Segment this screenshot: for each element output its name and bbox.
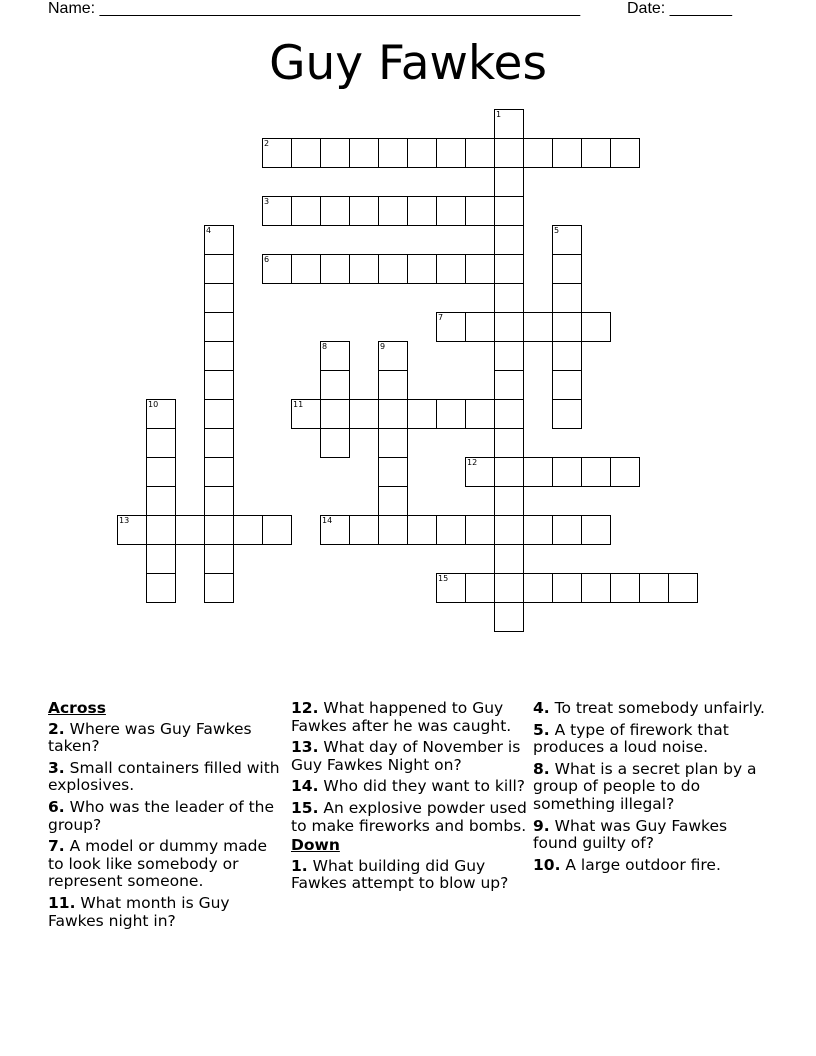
grid-cell[interactable]	[552, 573, 582, 603]
grid-cell[interactable]	[465, 254, 495, 284]
cell-number: 11	[293, 400, 304, 409]
clue-down-10	[533, 857, 769, 875]
grid-cell[interactable]	[204, 457, 234, 487]
grid-cell[interactable]	[494, 109, 524, 139]
grid-cell[interactable]	[494, 225, 524, 255]
grid-cell[interactable]	[233, 515, 263, 545]
grid-cell[interactable]	[494, 370, 524, 400]
grid-cell[interactable]	[204, 515, 234, 545]
clue-number: 11.	[48, 893, 76, 912]
clue-number: 14.	[291, 777, 319, 796]
clue-text: Who did they want to kill?	[323, 777, 526, 796]
clue-text: What happened to Guy Fawkes after he was caught.	[291, 699, 512, 735]
grid-cell[interactable]	[291, 399, 321, 429]
grid-cell[interactable]	[262, 254, 292, 284]
clue-number: 9.	[533, 816, 550, 835]
grid-cell[interactable]	[552, 283, 582, 313]
grid-cell[interactable]	[552, 254, 582, 284]
clue-number: 12.	[291, 699, 319, 717]
clue-text: What was Guy Fawkes found guilty of?	[533, 816, 728, 853]
grid-cell[interactable]	[668, 573, 698, 603]
grid-cell[interactable]	[581, 312, 611, 342]
grid-cell[interactable]	[494, 544, 524, 574]
grid-cell[interactable]	[494, 602, 524, 632]
grid-cell[interactable]	[436, 138, 466, 168]
clue-across-6	[48, 799, 284, 834]
cell-number: 15	[438, 574, 449, 583]
grid-cell[interactable]	[436, 254, 466, 284]
cell-number: 3	[264, 197, 270, 206]
grid-cell[interactable]	[581, 573, 611, 603]
grid-cell[interactable]	[262, 515, 292, 545]
grid-cell[interactable]	[204, 341, 234, 371]
grid-cell[interactable]	[117, 515, 147, 545]
clue-number: 8.	[533, 759, 550, 778]
cell-number: 2	[264, 139, 270, 148]
grid-cell[interactable]	[436, 399, 466, 429]
clue-number: 1.	[291, 856, 308, 875]
cell-number: 14	[322, 516, 333, 525]
grid-cell[interactable]	[436, 312, 466, 342]
across-heading: Across	[48, 699, 106, 717]
grid-cell[interactable]	[320, 370, 350, 400]
clue-across-15	[291, 800, 527, 835]
cell-number: 4	[206, 226, 212, 235]
clue-text: A model or dummy made to look like somebody or represent someone.	[48, 837, 268, 891]
grid-cell[interactable]	[378, 138, 408, 168]
grid-cell[interactable]	[465, 138, 495, 168]
grid-cell[interactable]	[291, 196, 321, 226]
grid-cell[interactable]	[320, 399, 350, 429]
grid-cell[interactable]	[204, 399, 234, 429]
grid-cell[interactable]	[378, 370, 408, 400]
cell-number: 6	[264, 255, 270, 264]
grid-cell[interactable]	[320, 254, 350, 284]
grid-cell[interactable]	[465, 457, 495, 487]
grid-cell[interactable]	[204, 283, 234, 313]
grid-cell[interactable]	[204, 573, 234, 603]
grid-cell[interactable]	[262, 138, 292, 168]
grid-cell[interactable]	[494, 486, 524, 516]
grid-cell[interactable]	[204, 312, 234, 342]
grid-cell[interactable]	[378, 254, 408, 284]
cell-number: 10	[148, 400, 159, 409]
grid-cell[interactable]	[581, 457, 611, 487]
grid-cell[interactable]	[523, 515, 553, 545]
grid-cell[interactable]	[465, 399, 495, 429]
grid-cell[interactable]	[204, 486, 234, 516]
grid-cell[interactable]	[204, 544, 234, 574]
grid-cell[interactable]	[552, 515, 582, 545]
grid-cell[interactable]	[349, 254, 379, 284]
clue-text: Small containers filled with explosives.	[48, 758, 280, 795]
clue-across-3	[48, 760, 284, 795]
down-heading: Down	[291, 836, 340, 855]
grid-cell[interactable]	[494, 167, 524, 197]
grid-cell[interactable]	[523, 573, 553, 603]
grid-cell[interactable]	[465, 196, 495, 226]
clue-number: 5.	[533, 720, 550, 739]
grid-cell[interactable]	[407, 138, 437, 168]
clue-across-12	[291, 700, 527, 735]
clue-text: To treat somebody unfairly.	[554, 699, 765, 717]
grid-cell[interactable]	[523, 457, 553, 487]
grid-cell[interactable]	[494, 254, 524, 284]
clue-down-1	[291, 858, 527, 893]
grid-cell[interactable]	[494, 138, 524, 168]
clue-text: Where was Guy Fawkes taken?	[48, 719, 252, 756]
clue-number: 6.	[48, 797, 65, 816]
cell-number: 13	[119, 516, 130, 525]
clue-text: Who was the leader of the group?	[48, 797, 275, 834]
clue-number: 4.	[533, 699, 550, 717]
grid-cell[interactable]	[523, 138, 553, 168]
clue-number: 13.	[291, 738, 319, 757]
grid-cell[interactable]	[436, 515, 466, 545]
cell-number: 9	[380, 342, 386, 351]
grid-cell[interactable]	[378, 399, 408, 429]
grid-cell[interactable]	[407, 399, 437, 429]
grid-cell[interactable]	[262, 196, 292, 226]
grid-cell[interactable]	[146, 573, 176, 603]
clue-down-8	[533, 761, 769, 814]
grid-cell[interactable]	[494, 196, 524, 226]
clue-text: A large outdoor fire.	[565, 855, 721, 874]
page-title: Guy Fawkes	[269, 36, 547, 91]
grid-cell[interactable]	[204, 254, 234, 284]
grid-cell[interactable]	[465, 312, 495, 342]
grid-cell[interactable]	[610, 457, 640, 487]
clue-across-11	[48, 895, 284, 930]
cell-number: 7	[438, 313, 444, 322]
clue-across-7	[48, 838, 284, 891]
grid-cell[interactable]	[204, 428, 234, 458]
clue-across-2	[48, 721, 284, 756]
grid-cell[interactable]	[494, 341, 524, 371]
grid-cell[interactable]	[407, 196, 437, 226]
grid-cell[interactable]	[146, 486, 176, 516]
cell-number: 5	[554, 226, 560, 235]
clue-number: 15.	[291, 798, 319, 817]
clue-down-5	[533, 722, 769, 757]
grid-cell[interactable]	[349, 515, 379, 545]
grid-cell[interactable]	[552, 370, 582, 400]
grid-cell[interactable]	[581, 138, 611, 168]
clue-down-9	[533, 818, 769, 853]
grid-cell[interactable]	[146, 428, 176, 458]
clue-number: 3.	[48, 758, 65, 777]
grid-cell[interactable]	[146, 399, 176, 429]
clue-text: A type of firework that produces a loud noise.	[533, 720, 729, 757]
grid-cell[interactable]	[552, 138, 582, 168]
grid-cell[interactable]	[436, 573, 466, 603]
grid-cell[interactable]	[378, 515, 408, 545]
clue-number: 2.	[48, 719, 65, 738]
grid-cell[interactable]	[436, 196, 466, 226]
grid-cell[interactable]	[494, 515, 524, 545]
grid-cell[interactable]	[494, 428, 524, 458]
grid-cell[interactable]	[523, 312, 553, 342]
grid-cell[interactable]	[552, 341, 582, 371]
grid-cell[interactable]	[320, 515, 350, 545]
clue-number: 10.	[533, 855, 561, 874]
cell-number: 12	[467, 458, 478, 467]
grid-cell[interactable]	[291, 138, 321, 168]
clue-text: What building did Guy Fawkes attempt to blow up?	[291, 856, 509, 893]
grid-cell[interactable]	[146, 544, 176, 574]
grid-cell[interactable]	[349, 399, 379, 429]
cell-number: 1	[496, 110, 502, 119]
grid-cell[interactable]	[552, 225, 582, 255]
grid-cell[interactable]	[407, 515, 437, 545]
grid-cell[interactable]	[581, 515, 611, 545]
clue-text: An explosive powder used to make fireworks and bombs.	[291, 798, 527, 835]
grid-cell[interactable]	[494, 283, 524, 313]
clue-down-4	[533, 700, 769, 718]
name-field[interactable]: Name: ______________________________________________________	[48, 0, 581, 17]
grid-cell[interactable]	[204, 370, 234, 400]
grid-cell[interactable]	[320, 196, 350, 226]
grid-cell[interactable]	[610, 138, 640, 168]
date-field[interactable]: Date: _______	[627, 0, 732, 17]
clue-number: 7.	[48, 837, 65, 856]
cell-number: 8	[322, 342, 328, 351]
grid-cell[interactable]	[349, 196, 379, 226]
clue-text: What is a secret plan by a group of people to do something illegal?	[533, 759, 757, 813]
grid-cell[interactable]	[320, 428, 350, 458]
grid-cell[interactable]	[320, 138, 350, 168]
grid-cell[interactable]	[146, 515, 176, 545]
grid-cell[interactable]	[465, 515, 495, 545]
grid-cell[interactable]	[494, 457, 524, 487]
grid-cell[interactable]	[552, 399, 582, 429]
grid-cell[interactable]	[146, 457, 176, 487]
grid-cell[interactable]	[465, 573, 495, 603]
grid-cell[interactable]	[494, 573, 524, 603]
grid-cell[interactable]	[378, 428, 408, 458]
grid-cell[interactable]	[291, 254, 321, 284]
clue-across-13	[291, 739, 527, 774]
clue-column-3	[533, 700, 769, 878]
grid-cell[interactable]	[407, 254, 437, 284]
grid-cell[interactable]	[378, 196, 408, 226]
clue-text: What day of November is Guy Fawkes Night on?	[291, 738, 521, 774]
grid-cell[interactable]	[175, 515, 205, 545]
grid-cell[interactable]	[349, 138, 379, 168]
grid-cell[interactable]	[378, 457, 408, 487]
clue-column-2	[291, 700, 527, 897]
grid-cell[interactable]	[552, 457, 582, 487]
grid-cell[interactable]	[320, 341, 350, 371]
grid-cell[interactable]	[610, 573, 640, 603]
clue-column-1	[48, 700, 284, 934]
grid-cell[interactable]	[378, 341, 408, 371]
grid-cell[interactable]	[494, 312, 524, 342]
grid-cell[interactable]	[552, 312, 582, 342]
clue-across-14	[291, 778, 527, 796]
grid-cell[interactable]	[639, 573, 669, 603]
grid-cell[interactable]	[204, 225, 234, 255]
clue-text: What month is Guy Fawkes night in?	[48, 893, 230, 930]
grid-cell[interactable]	[378, 486, 408, 516]
grid-cell[interactable]	[494, 399, 524, 429]
